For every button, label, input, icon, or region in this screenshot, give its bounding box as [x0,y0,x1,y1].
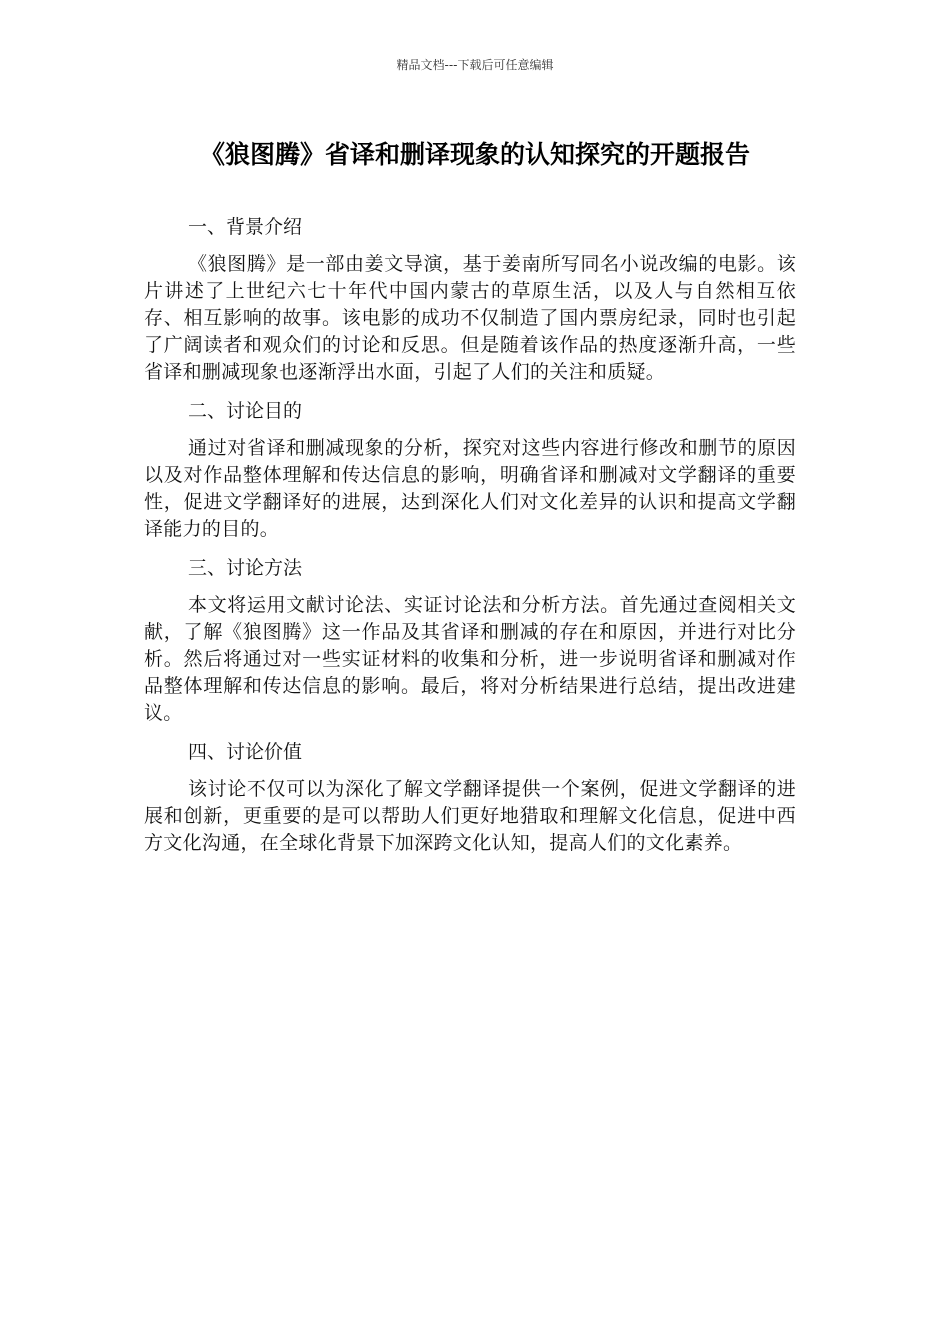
section-heading: 一、背景介绍 [188,216,303,238]
document-title: 《狼图腾》省译和删译现象的认知探究的开题报告 [199,140,750,169]
section-paragraph: 《狼图腾》是一部由姜文导演，基于姜南所写同名小说改编的电影。该片讲述了上世纪六七十年代中国内蒙古的草原生活，以及人与自然相互依存、相互影响的故事。该电影的成功不仅制造了国内票房纪录，同时也引起了广阔读者和观众们的讨论和反思。但是随着该作品的热度逐渐升高，一些省译和删减现象也逐渐浮出水面，引起了人们的关注和质疑。 [144,253,796,383]
section-method [144,551,796,727]
section-purpose [144,394,796,543]
section-heading: 三、讨论方法 [188,557,303,579]
section-paragraph: 该讨论不仅可以为深化了解文学翻译提供一个案例，促进文学翻译的进展和创新，更重要的是可以帮助人们更好地猎取和理解文化信息，促进中西方文化沟通，在全球化背景下加深跨文化认知，提高人们的文化素养。 [144,778,796,854]
section-paragraph: 本文将运用文献讨论法、实证讨论法和分析方法。首先通过查阅相关文献，了解《狼图腾》这一作品及其省译和删减的存在和原因，并进行对比分析。然后将通过对一些实证材料的收集和分析，进一步说明省译和删减对作品整体理解和传达信息的影响。最后，将对分析结果进行总结，提出改进建议。 [144,594,796,724]
section-paragraph: 通过对省译和删减现象的分析，探究对这些内容进行修改和删节的原因以及对作品整体理解和传达信息的影响，明确省译和删减对文学翻译的重要性，促进文学翻译好的进展，达到深化人们对文化差异的认识和提高文学翻译能力的目的。 [144,437,796,540]
section-heading: 二、讨论目的 [188,400,303,422]
section-heading: 四、讨论价值 [188,741,303,763]
section-value [144,735,796,857]
section-background [144,210,796,386]
document-body [144,210,796,865]
page-header: 精品文档---下载后可任意编辑 [396,58,554,72]
